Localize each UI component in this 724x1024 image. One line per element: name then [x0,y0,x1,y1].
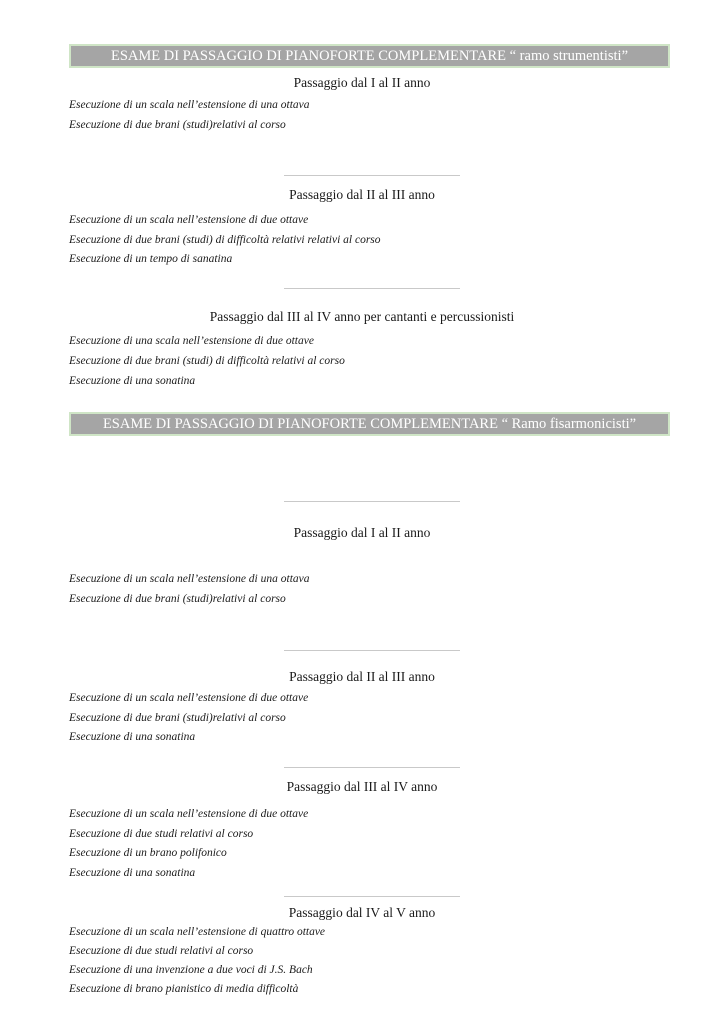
divider [284,288,460,289]
section-banner-strumentisti: ESAME DI PASSAGGIO DI PIANOFORTE COMPLEMENTARE “ ramo strumentisti” [69,44,670,68]
section-banner-fisarmonicisti: ESAME DI PASSAGGIO DI PIANOFORTE COMPLEMENTARE “ Ramo fisarmonicisti” [69,412,670,436]
list-item: Esecuzione di due brani (studi) di difficoltà relativi al corso [69,355,345,367]
list-item: Esecuzione di una invenzione a due voci di J.S. Bach [69,964,313,976]
list-item: Esecuzione di due brani (studi)relativi al corso [69,593,286,605]
list-item: Esecuzione di un brano polifonico [69,847,227,859]
list-item: Esecuzione di una sonatina [69,375,196,387]
divider [284,767,460,768]
list-item: Esecuzione di un scala nell’estensione di due ottave [69,214,309,226]
heading-fisarmonicisti-2-3: Passaggio dal II al III anno [289,669,435,684]
list-item: Esecuzione di due brani (studi) di difficoltà relativi relativi al corso [69,234,381,246]
list-item: Esecuzione di un scala nell’estensione di una ottava [69,99,310,111]
list-item: Esecuzione di una sonatina [69,731,196,743]
divider [284,896,460,897]
list-item: Esecuzione di due brani (studi)relativi al corso [69,712,286,724]
list-item: Esecuzione di una scala nell’estensione di due ottave [69,335,314,347]
heading-strumentisti-1-2: Passaggio dal I al II anno [293,75,431,90]
list-item: Esecuzione di due studi relativi al corso [69,828,254,840]
list-item: Esecuzione di brano pianistico di media difficoltà [69,983,299,995]
divider [284,650,460,651]
heading-strumentisti-2-3: Passaggio dal II al III anno [289,187,435,202]
list-item: Esecuzione di due studi relativi al corso [69,945,254,957]
list-item: Esecuzione di un scala nell’estensione di una ottava [69,573,310,585]
list-item: Esecuzione di una sonatina [69,867,196,879]
list-item: Esecuzione di due brani (studi)relativi al corso [69,119,286,131]
list-item: Esecuzione di un scala nell’estensione di due ottave [69,808,309,820]
list-item: Esecuzione di un tempo di sanatina [69,253,233,265]
divider [284,175,460,176]
heading-fisarmonicisti-1-2: Passaggio dal I al II anno [293,525,431,540]
heading-fisarmonicisti-4-5: Passaggio dal IV al V anno [288,905,436,920]
divider [284,501,460,502]
heading-fisarmonicisti-3-4: Passaggio dal III al IV anno [286,779,438,794]
list-item: Esecuzione di un scala nell’estensione di quattro ottave [69,926,326,938]
list-item: Esecuzione di un scala nell’estensione di due ottave [69,692,309,704]
heading-strumentisti-3-4: Passaggio dal III al IV anno per cantanti e percussionisti [209,309,515,324]
